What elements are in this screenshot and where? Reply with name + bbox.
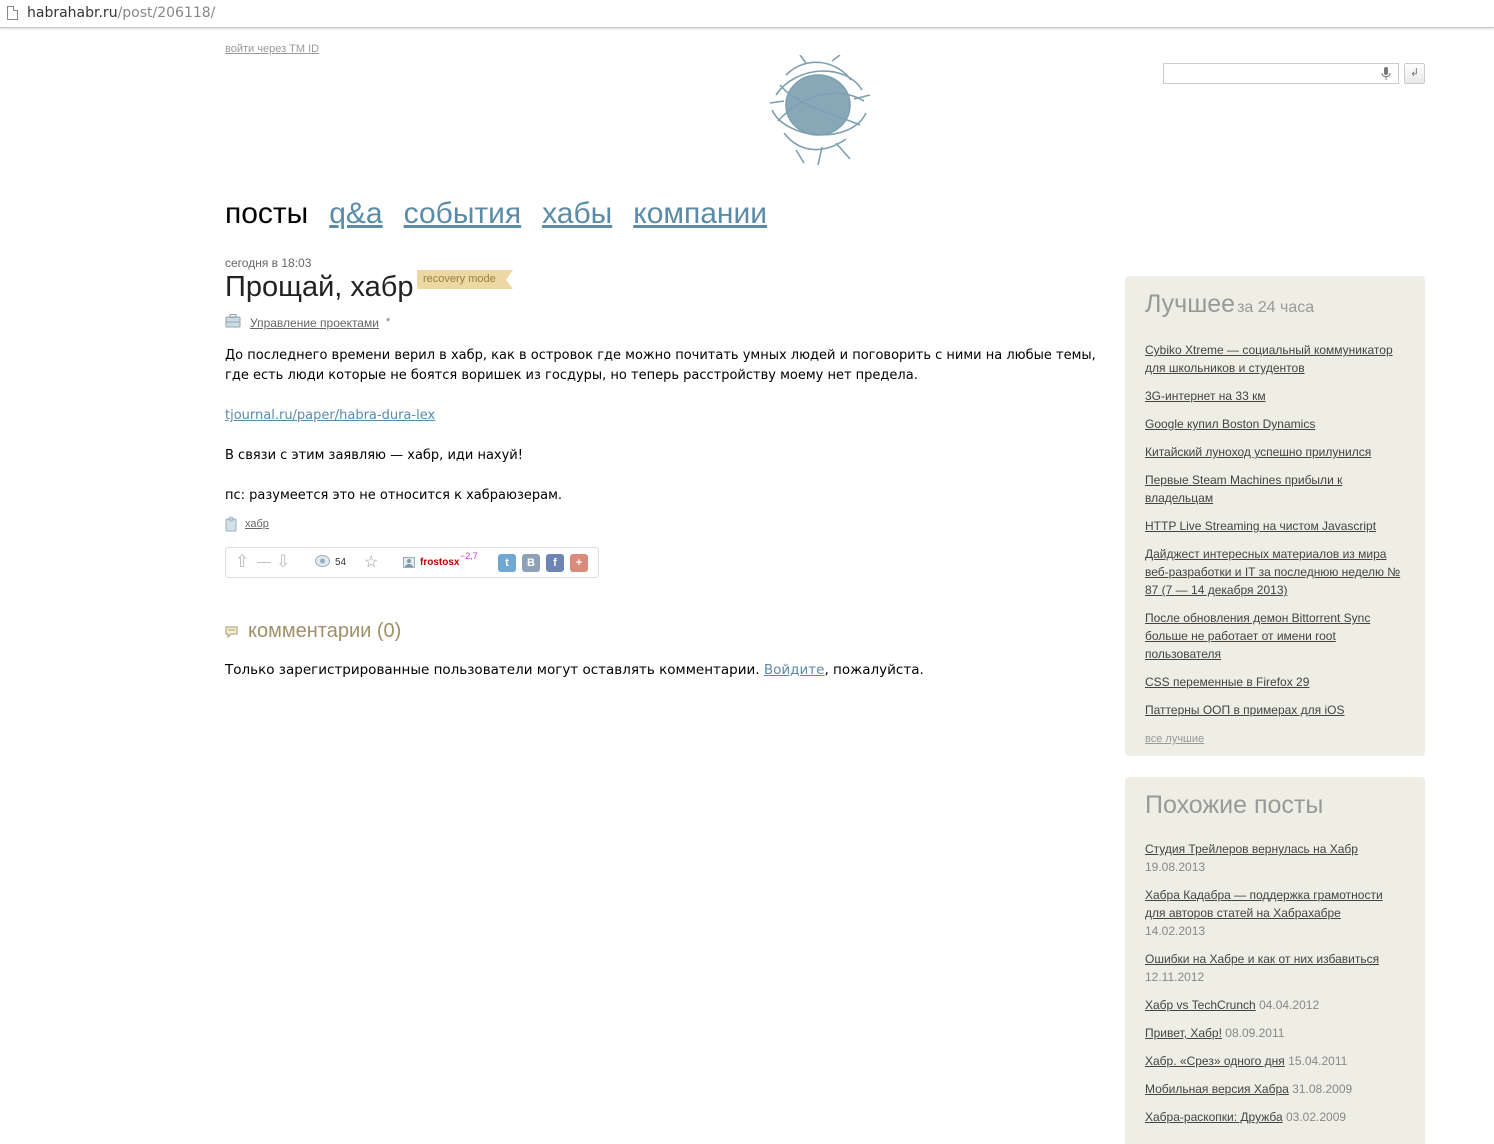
address-bar[interactable] bbox=[0, 0, 1494, 28]
similar-post-item bbox=[1145, 1052, 1405, 1070]
author-name[interactable]: frostosx bbox=[420, 557, 460, 568]
post-title: Прощай, хабр bbox=[225, 271, 414, 303]
best-post-item bbox=[1145, 517, 1405, 535]
best-posts-box bbox=[1125, 276, 1425, 756]
best-post-item bbox=[1145, 415, 1405, 433]
best-post-item bbox=[1145, 341, 1405, 377]
search-input[interactable] bbox=[1164, 64, 1374, 83]
author-karma: −2,7 bbox=[460, 551, 478, 561]
similar-post-item bbox=[1145, 996, 1405, 1014]
post-paragraph: пс: разумеется это не относится к хабраюзерам. bbox=[225, 488, 563, 503]
similar-post-date: 03.02.2009 bbox=[1286, 1110, 1347, 1124]
views-eye-icon bbox=[315, 555, 330, 567]
url-host: habrahabr.ru bbox=[27, 5, 118, 21]
similar-posts-title: Похожие посты bbox=[1145, 791, 1324, 819]
share-twitter-button[interactable]: t bbox=[498, 554, 516, 572]
similar-post-date: 08.09.2011 bbox=[1225, 1026, 1285, 1040]
microphone-icon[interactable] bbox=[1381, 67, 1391, 81]
similar-post-link[interactable]: Хабра-раскопки: Дружба bbox=[1145, 1110, 1283, 1124]
views-count: 54 bbox=[335, 557, 347, 568]
nav-hubs[interactable]: хабы bbox=[542, 197, 613, 230]
share-more-button[interactable]: + bbox=[570, 554, 588, 572]
login-link[interactable]: войти через TM ID bbox=[225, 43, 320, 55]
best-post-link[interactable]: Cybiko Xtreme — социальный коммуникатор для школьников и студентов bbox=[1145, 343, 1393, 375]
best-period: за 24 часа bbox=[1237, 299, 1315, 316]
comments-note-text: Только зарегистрированные пользователи могут оставлять комментарии. bbox=[225, 662, 764, 678]
similar-post-date: 31.08.2009 bbox=[1292, 1082, 1353, 1096]
hub-link[interactable]: Управление проектами bbox=[250, 316, 379, 330]
best-title-text: Лучшее bbox=[1145, 290, 1236, 318]
share-facebook-button[interactable]: f bbox=[546, 554, 564, 572]
comments-note-text: , пожалуйста. bbox=[824, 662, 924, 678]
best-post-link[interactable]: Паттерны ООП в примерах для iOS bbox=[1145, 703, 1345, 717]
tag-icon bbox=[225, 516, 237, 532]
post-paragraph: До последнего времени верил в хабр, как в островок где можно почитать умных людей и поговорить с ними на любые темы, где есть люди которые не боятся воришек из госдуры, но теперь расстройству моему нет предела. bbox=[225, 348, 1096, 383]
nav-qa[interactable]: q&a bbox=[329, 197, 383, 230]
tag-link[interactable]: хабр bbox=[245, 518, 269, 530]
hub-profile-marker: * bbox=[386, 316, 391, 328]
vote-score: — bbox=[257, 553, 271, 569]
search-box[interactable] bbox=[1163, 63, 1399, 84]
post-paragraph: В связи с этим заявляю — хабр, иди нахуй! bbox=[225, 448, 523, 463]
page-icon bbox=[7, 6, 18, 20]
similar-post-link[interactable]: Хабр. «Срез» одного дня bbox=[1145, 1054, 1285, 1068]
comments-login-note bbox=[225, 662, 924, 678]
vote-down-button[interactable]: ⇩ bbox=[276, 552, 291, 571]
best-post-link[interactable]: Google купил Boston Dynamics bbox=[1145, 417, 1316, 431]
similar-post-link[interactable]: Хабр vs TechCrunch bbox=[1145, 998, 1256, 1012]
login-link-inline[interactable]: Войдите bbox=[763, 662, 825, 678]
similar-posts-list bbox=[1145, 840, 1405, 1126]
main-nav bbox=[225, 197, 788, 231]
similar-post-link[interactable]: Мобильная версия Хабра bbox=[1145, 1082, 1289, 1096]
similar-post-item bbox=[1145, 1080, 1405, 1098]
similar-post-link[interactable]: Студия Трейлеров вернулась на Хабр bbox=[1145, 842, 1358, 856]
nav-companies[interactable]: компании bbox=[633, 197, 768, 230]
url-text[interactable] bbox=[27, 5, 215, 21]
similar-post-date: 04.04.2012 bbox=[1259, 998, 1320, 1012]
similar-post-date: 15.04.2011 bbox=[1288, 1054, 1348, 1068]
nav-events[interactable]: события bbox=[403, 197, 522, 230]
best-post-item bbox=[1145, 609, 1405, 663]
best-post-item bbox=[1145, 471, 1405, 507]
best-posts-list bbox=[1145, 341, 1405, 719]
best-post-link[interactable]: HTTP Live Streaming на чистом Javascript bbox=[1145, 519, 1377, 533]
best-post-link[interactable]: Первые Steam Machines прибыли к владельцам bbox=[1145, 473, 1343, 505]
best-post-item bbox=[1145, 673, 1405, 691]
post-infopanel bbox=[225, 547, 599, 578]
best-post-item bbox=[1145, 443, 1405, 461]
best-post-link[interactable]: 3G-интернет на 33 км bbox=[1145, 389, 1266, 403]
best-post-item bbox=[1145, 701, 1405, 719]
similar-post-link[interactable]: Хабра Кадабра — поддержка грамотности для авторов статей на Хабрахабре bbox=[1145, 888, 1383, 920]
best-post-link[interactable]: CSS переменные в Firefox 29 bbox=[1145, 675, 1310, 689]
search-button[interactable]: ↲ bbox=[1404, 63, 1425, 84]
similar-post-item bbox=[1145, 886, 1405, 940]
similar-posts-box bbox=[1125, 777, 1425, 1144]
post-date: сегодня в 18:03 bbox=[225, 256, 312, 270]
habr-logo-icon[interactable] bbox=[766, 55, 872, 167]
similar-post-item bbox=[1145, 1108, 1405, 1126]
post-body bbox=[225, 346, 1105, 526]
best-posts-title bbox=[1145, 290, 1405, 319]
similar-post-link[interactable]: Ошибки на Хабре и как от них избавиться bbox=[1145, 952, 1380, 966]
similar-post-date: 19.08.2013 bbox=[1145, 860, 1206, 874]
favorite-star-icon[interactable]: ☆ bbox=[364, 554, 379, 571]
comments-icon bbox=[225, 626, 238, 638]
hub-briefcase-icon bbox=[225, 314, 241, 328]
nav-posts[interactable]: посты bbox=[225, 197, 309, 230]
author-avatar-icon bbox=[403, 557, 415, 568]
recovery-mode-badge: recovery mode bbox=[417, 270, 506, 289]
all-best-link[interactable]: все лучшие bbox=[1145, 733, 1205, 745]
best-post-link[interactable]: Китайский луноход успешно прилунился bbox=[1145, 445, 1372, 459]
similar-post-item bbox=[1145, 950, 1405, 986]
best-post-item bbox=[1145, 387, 1405, 405]
similar-post-item bbox=[1145, 1024, 1405, 1042]
share-vk-button[interactable]: B bbox=[522, 554, 540, 572]
vote-up-button[interactable]: ⇧ bbox=[235, 552, 250, 571]
best-post-link[interactable]: Дайджест интересных материалов из мира веб-разработки и IT за последнюю неделю № 87 (7 — 14 декабря 2013) bbox=[1145, 547, 1401, 597]
best-post-item bbox=[1145, 545, 1405, 599]
similar-post-link[interactable]: Привет, Хабр! bbox=[1145, 1026, 1222, 1040]
best-post-link[interactable]: После обновления демон Bittorrent Sync больше не работает от имени root пользователя bbox=[1145, 611, 1371, 661]
similar-post-date: 14.02.2013 bbox=[1145, 924, 1206, 938]
url-path: /post/206118/ bbox=[117, 5, 216, 21]
post-external-link[interactable]: tjournal.ru/paper/habra-dura-lex bbox=[225, 408, 436, 423]
similar-post-item bbox=[1145, 840, 1405, 876]
comments-heading: комментарии (0) bbox=[248, 620, 402, 642]
similar-post-date: 12.11.2012 bbox=[1145, 970, 1205, 984]
